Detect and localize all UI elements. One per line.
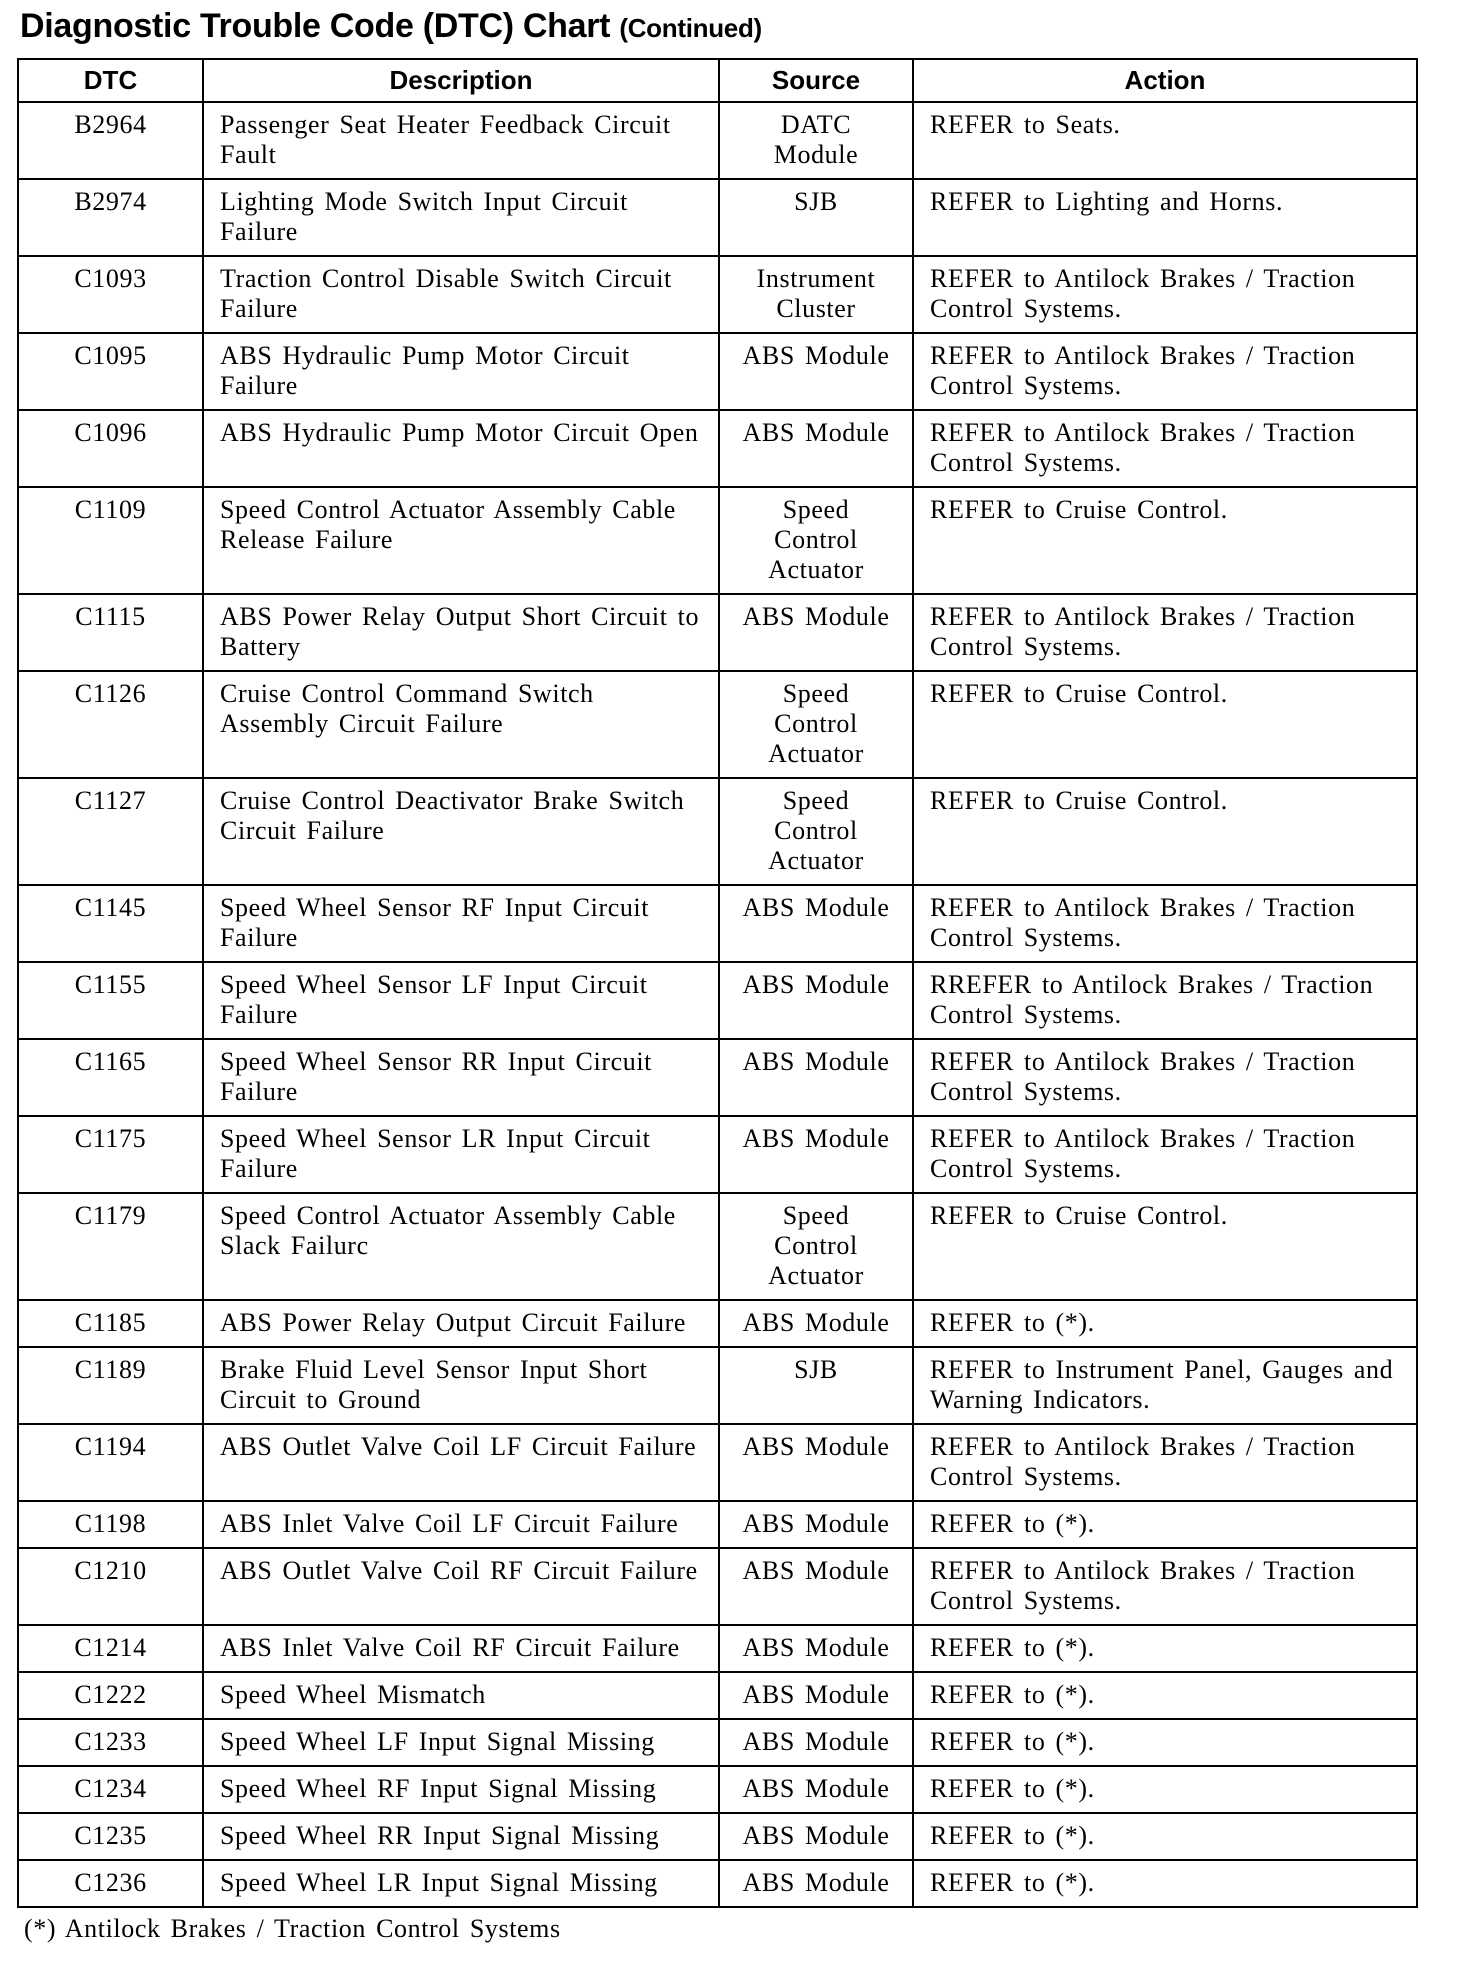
source-text: ABS Module (742, 341, 890, 370)
dtc-cell: C1096 (18, 410, 203, 487)
source-text: ABS Module (742, 602, 890, 631)
source-text: SJB (794, 187, 838, 216)
dtc-table (17, 58, 1418, 1908)
source-cell (719, 1347, 913, 1424)
table-row (18, 102, 1417, 179)
description-cell: Speed Wheel LF Input Signal Missing (203, 1719, 719, 1766)
description-cell: Speed Wheel LR Input Signal Missing (203, 1860, 719, 1907)
dtc-cell: C1093 (18, 256, 203, 333)
description-cell: Speed Wheel RR Input Signal Missing (203, 1813, 719, 1860)
table-row (18, 1766, 1417, 1813)
table-row (18, 1813, 1417, 1860)
table-row (18, 1116, 1417, 1193)
dtc-cell: C1198 (18, 1501, 203, 1548)
title-suffix: (Continued) (619, 13, 762, 43)
header-description: Description (203, 59, 719, 102)
table-row (18, 410, 1417, 487)
dtc-cell: C1155 (18, 962, 203, 1039)
source-text: ABS Module (742, 1556, 890, 1585)
action-cell: REFER to Cruise Control. (913, 1193, 1417, 1300)
source-cell (719, 1766, 913, 1813)
description-cell: Cruise Control Deactivator Brake Switch Circuit Failure (203, 778, 719, 885)
action-cell: REFER to (*). (913, 1766, 1417, 1813)
dtc-cell: C1126 (18, 671, 203, 778)
description-cell: Speed Wheel Sensor RF Input Circuit Failure (203, 885, 719, 962)
source-text: ABS Module (742, 1727, 890, 1756)
source-cell (719, 1672, 913, 1719)
source-text: SJB (794, 1355, 838, 1384)
action-cell: REFER to (*). (913, 1813, 1417, 1860)
description-cell: ABS Power Relay Output Circuit Failure (203, 1300, 719, 1347)
source-cell (719, 1501, 913, 1548)
table-row (18, 179, 1417, 256)
source-text: ABS Module (742, 1509, 890, 1538)
source-text: Speed Control Actuator (768, 786, 864, 875)
action-cell: REFER to Seats. (913, 102, 1417, 179)
dtc-cell: C1165 (18, 1039, 203, 1116)
action-cell: REFER to Antilock Brakes / Traction Control Systems. (913, 1424, 1417, 1501)
description-cell: ABS Outlet Valve Coil RF Circuit Failure (203, 1548, 719, 1625)
table-row (18, 1424, 1417, 1501)
action-cell: REFER to (*). (913, 1672, 1417, 1719)
source-cell (719, 1300, 913, 1347)
action-cell: REFER to Antilock Brakes / Traction Control Systems. (913, 256, 1417, 333)
description-cell: Lighting Mode Switch Input Circuit Failure (203, 179, 719, 256)
description-cell: Cruise Control Command Switch Assembly Circuit Failure (203, 671, 719, 778)
action-cell: REFER to (*). (913, 1501, 1417, 1548)
source-text: DATC Module (773, 110, 859, 169)
dtc-cell: C1233 (18, 1719, 203, 1766)
source-text: Speed Control Actuator (768, 495, 864, 584)
source-cell (719, 1039, 913, 1116)
table-row (18, 1501, 1417, 1548)
source-cell (719, 1116, 913, 1193)
action-cell: REFER to (*). (913, 1860, 1417, 1907)
source-cell (719, 885, 913, 962)
dtc-cell: C1222 (18, 1672, 203, 1719)
table-row (18, 778, 1417, 885)
source-cell (719, 487, 913, 594)
action-cell: REFER to Antilock Brakes / Traction Control Systems. (913, 885, 1417, 962)
description-cell: Speed Wheel RF Input Signal Missing (203, 1766, 719, 1813)
description-cell: Speed Wheel Sensor LR Input Circuit Failure (203, 1116, 719, 1193)
source-text: ABS Module (742, 893, 890, 922)
source-text: ABS Module (742, 1680, 890, 1709)
action-cell: REFER to Cruise Control. (913, 487, 1417, 594)
description-cell: Speed Wheel Sensor LF Input Circuit Failure (203, 962, 719, 1039)
header-source: Source (719, 59, 913, 102)
source-cell (719, 594, 913, 671)
dtc-cell: C1234 (18, 1766, 203, 1813)
table-row (18, 1548, 1417, 1625)
action-cell: REFER to Lighting and Horns. (913, 179, 1417, 256)
source-cell (719, 1813, 913, 1860)
table-row (18, 1625, 1417, 1672)
table-row (18, 1300, 1417, 1347)
source-cell (719, 410, 913, 487)
action-cell: REFER to (*). (913, 1719, 1417, 1766)
table-row (18, 1347, 1417, 1424)
source-cell (719, 1193, 913, 1300)
table-body (18, 102, 1417, 1907)
description-cell: Passenger Seat Heater Feedback Circuit Fault (203, 102, 719, 179)
table-row (18, 1860, 1417, 1907)
title-text: Diagnostic Trouble Code (DTC) Chart (20, 7, 611, 45)
source-text: ABS Module (742, 1633, 890, 1662)
dtc-cell: C1175 (18, 1116, 203, 1193)
source-cell (719, 1625, 913, 1672)
table-header-row (18, 59, 1417, 102)
source-text: ABS Module (742, 1821, 890, 1850)
source-cell (719, 333, 913, 410)
dtc-cell: C1194 (18, 1424, 203, 1501)
action-cell: REFER to Antilock Brakes / Traction Control Systems. (913, 1039, 1417, 1116)
dtc-cell: B2974 (18, 179, 203, 256)
description-cell: ABS Inlet Valve Coil RF Circuit Failure (203, 1625, 719, 1672)
description-cell: Speed Wheel Mismatch (203, 1672, 719, 1719)
description-cell: Speed Control Actuator Assembly Cable Slack Failurc (203, 1193, 719, 1300)
dtc-cell: C1185 (18, 1300, 203, 1347)
source-text: ABS Module (742, 970, 890, 999)
action-cell: REFER to Antilock Brakes / Traction Control Systems. (913, 1116, 1417, 1193)
source-cell (719, 1719, 913, 1766)
dtc-cell: C1236 (18, 1860, 203, 1907)
action-cell: REFER to Cruise Control. (913, 778, 1417, 885)
dtc-cell: B2964 (18, 102, 203, 179)
action-cell: REFER to Antilock Brakes / Traction Control Systems. (913, 410, 1417, 487)
source-cell (719, 256, 913, 333)
table-row (18, 333, 1417, 410)
action-cell: REFER to Instrument Panel, Gauges and Warning Indicators. (913, 1347, 1417, 1424)
table-row (18, 962, 1417, 1039)
source-text: ABS Module (742, 1432, 890, 1461)
description-cell: ABS Power Relay Output Short Circuit to Battery (203, 594, 719, 671)
description-cell: Speed Control Actuator Assembly Cable Release Failure (203, 487, 719, 594)
table-row (18, 1193, 1417, 1300)
action-cell: REFER to (*). (913, 1625, 1417, 1672)
source-text: ABS Module (742, 1774, 890, 1803)
source-text: Speed Control Actuator (768, 679, 864, 768)
page-title (20, 6, 1418, 48)
dtc-cell: C1210 (18, 1548, 203, 1625)
description-cell: Traction Control Disable Switch Circuit Failure (203, 256, 719, 333)
table-row (18, 487, 1417, 594)
dtc-cell: C1127 (18, 778, 203, 885)
source-cell (719, 1860, 913, 1907)
source-cell (719, 179, 913, 256)
action-cell: REFER to Antilock Brakes / Traction Control Systems. (913, 594, 1417, 671)
dtc-cell: C1145 (18, 885, 203, 962)
source-text: ABS Module (742, 1308, 890, 1337)
dtc-cell: C1189 (18, 1347, 203, 1424)
footnote: (*) Antilock Brakes / Traction Control Systems (24, 1914, 561, 1943)
action-cell: REFER to Antilock Brakes / Traction Control Systems. (913, 1548, 1417, 1625)
action-cell: REFER to (*). (913, 1300, 1417, 1347)
source-cell (719, 1424, 913, 1501)
header-action: Action (913, 59, 1417, 102)
source-cell (719, 962, 913, 1039)
table-row (18, 594, 1417, 671)
dtc-cell: C1179 (18, 1193, 203, 1300)
table-row (18, 256, 1417, 333)
source-text: Speed Control Actuator (768, 1201, 864, 1290)
description-cell: Speed Wheel Sensor RR Input Circuit Failure (203, 1039, 719, 1116)
table-row (18, 1719, 1417, 1766)
description-cell: ABS Hydraulic Pump Motor Circuit Open (203, 410, 719, 487)
table-row (18, 1672, 1417, 1719)
dtc-cell: C1115 (18, 594, 203, 671)
table-row (18, 1039, 1417, 1116)
action-cell: REFER to Cruise Control. (913, 671, 1417, 778)
source-text: ABS Module (742, 1124, 890, 1153)
description-cell: ABS Outlet Valve Coil LF Circuit Failure (203, 1424, 719, 1501)
source-text: ABS Module (742, 418, 890, 447)
action-cell: RREFER to Antilock Brakes / Traction Control Systems. (913, 962, 1417, 1039)
source-cell (719, 671, 913, 778)
source-cell (719, 778, 913, 885)
source-text: Instrument Cluster (756, 264, 876, 323)
dtc-cell: C1109 (18, 487, 203, 594)
source-cell (719, 102, 913, 179)
dtc-cell: C1214 (18, 1625, 203, 1672)
header-dtc: DTC (18, 59, 203, 102)
description-cell: ABS Hydraulic Pump Motor Circuit Failure (203, 333, 719, 410)
table-row (18, 885, 1417, 962)
dtc-cell: C1235 (18, 1813, 203, 1860)
action-cell: REFER to Antilock Brakes / Traction Control Systems. (913, 333, 1417, 410)
description-cell: ABS Inlet Valve Coil LF Circuit Failure (203, 1501, 719, 1548)
source-cell (719, 1548, 913, 1625)
source-text: ABS Module (742, 1868, 890, 1897)
source-text: ABS Module (742, 1047, 890, 1076)
description-cell: Brake Fluid Level Sensor Input Short Circuit to Ground (203, 1347, 719, 1424)
table-row (18, 671, 1417, 778)
dtc-cell: C1095 (18, 333, 203, 410)
